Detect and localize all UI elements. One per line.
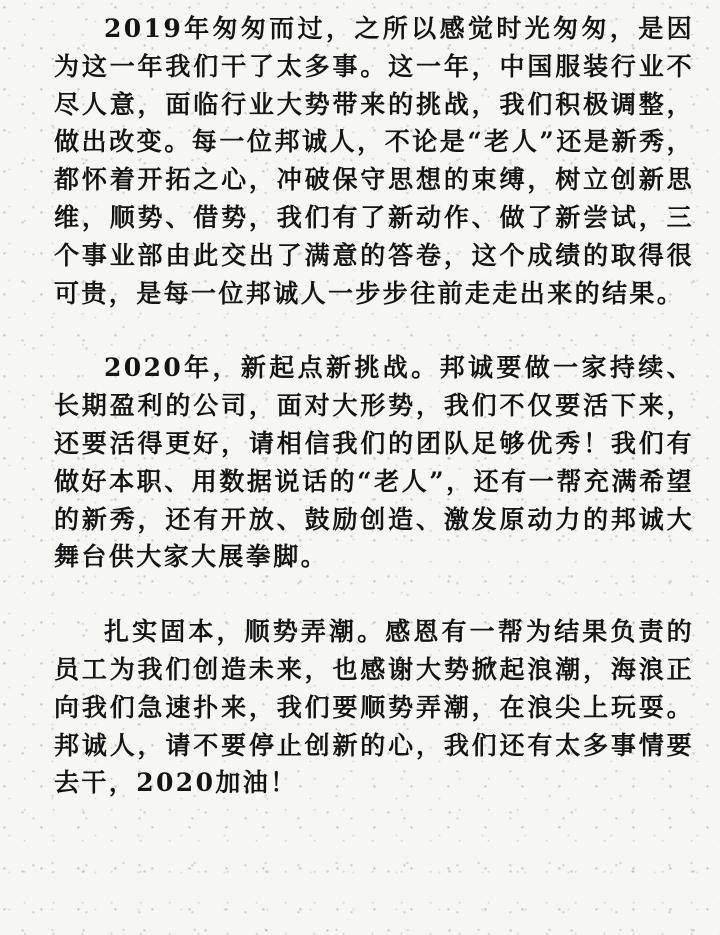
paragraph-closing: 扎实固本，顺势弄潮。感恩有一帮为结果负责的员工为我们创造未来，也感谢大势掀起浪潮，海浪正向我们急速扑来，我们要顺势弄潮，在浪尖上玩耍。邦诚人，请不要停止创新的心，我们还有太多事情要去干，2020加油！	[54, 617, 694, 798]
paragraph-2020-challenge: 2020年，新起点新挑战。邦诚要做一家持续、长期盈利的公司，面对大形势，我们不仅要活下来，还要活得更好，请相信我们的团队足够优秀！我们有做好本职、用数据说话的“老人”，还有一帮充满希望的新秀，还有开放、鼓励创造、激发原动力的邦诚大舞台供大家大展拳脚。	[54, 353, 694, 572]
document-body	[54, 10, 694, 802]
paragraph-2019-review: 2019年匆匆而过，之所以感觉时光匆匆，是因为这一年我们干了太多事。这一年，中国服装行业不尽人意，面临行业大势带来的挑战，我们积极调整，做出改变。每一位邦诚人，不论是“老人”还是新秀，都怀着开拓之心，冲破保守思想的束缚，树立创新思维，顺势、借势，我们有了新动作、做了新尝试，三个事业部由此交出了满意的答卷，这个成绩的取得很可贵，是每一位邦诚人一步步往前走走出来的结果。	[54, 14, 694, 308]
